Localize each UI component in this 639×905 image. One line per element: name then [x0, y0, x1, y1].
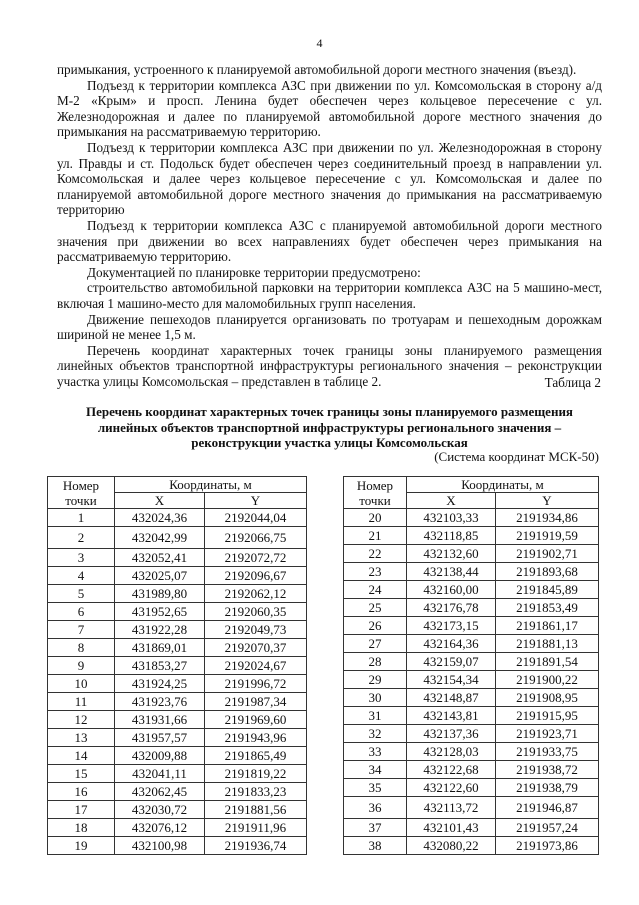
table-row: [344, 819, 599, 837]
coord-y-cell: 2191845,89: [496, 581, 599, 599]
point-number-cell: 8: [48, 639, 115, 657]
coordinate-system-note: (Система координат МСК-50): [434, 449, 599, 464]
coord-y-cell: 2191934,86: [496, 509, 599, 527]
table-row: [344, 563, 599, 581]
coord-y-cell: 2192066,75: [205, 527, 307, 549]
point-number-cell: 7: [48, 621, 115, 639]
table-row: [48, 675, 307, 693]
table-row: [48, 783, 307, 801]
table-row: [48, 837, 307, 855]
coord-x-cell: 432076,12: [115, 819, 205, 837]
table-row: [344, 581, 599, 599]
coord-x-cell: 432159,07: [407, 653, 496, 671]
point-number-cell: 6: [48, 603, 115, 621]
table-row: [48, 585, 307, 603]
point-number-cell: 26: [344, 617, 407, 635]
page-number: 4: [316, 36, 323, 50]
table-row: [344, 743, 599, 761]
header-x: X: [407, 493, 496, 509]
point-number-cell: 20: [344, 509, 407, 527]
table-row: [344, 527, 599, 545]
coord-y-cell: 2191996,72: [205, 675, 307, 693]
header-text: Номер: [62, 477, 100, 493]
coord-x-cell: 431853,27: [115, 657, 205, 675]
table-label: Таблица 2: [544, 375, 601, 390]
paragraph: Движение пешеходов планируется организовать по тротуарам и пешеходным дорожкам шириной не менее 1,5 м.: [57, 311, 602, 343]
coordinates-table-right: [343, 476, 599, 855]
coord-y-cell: 2191853,49: [496, 599, 599, 617]
coord-y-cell: 2192062,12: [205, 585, 307, 603]
coord-x-cell: 432128,03: [407, 743, 496, 761]
table-row: [48, 527, 307, 549]
coordinates-table-left: [47, 476, 307, 855]
table-row: [344, 707, 599, 725]
coord-x-cell: 432122,68: [407, 761, 496, 779]
coord-y-cell: 2191819,22: [205, 765, 307, 783]
point-number-cell: 14: [48, 747, 115, 765]
paragraph: Перечень координат характерных точек границы зоны планируемого размещения линейных объектов транспортной инфраструктуры регионального значения – реконструкции участка улицы Комсомольская – представлен в таблице 2.: [57, 342, 602, 389]
table-row: [48, 509, 307, 527]
coord-x-cell: 432148,87: [407, 689, 496, 707]
header-text: точки: [359, 492, 391, 508]
table-row: [48, 711, 307, 729]
point-number-cell: 37: [344, 819, 407, 837]
point-number-cell: 1: [48, 509, 115, 527]
coord-y-cell: 2192096,67: [205, 567, 307, 585]
coord-y-cell: 2191919,59: [496, 527, 599, 545]
coord-x-cell: 432137,36: [407, 725, 496, 743]
table-row: [48, 657, 307, 675]
coord-x-cell: 432103,33: [407, 509, 496, 527]
table-row: [344, 779, 599, 797]
coord-y-cell: 2191923,71: [496, 725, 599, 743]
point-number-cell: 12: [48, 711, 115, 729]
table-title-line: линейных объектов транспортной инфраструктуры регионального значения –: [97, 419, 562, 435]
point-number-cell: 19: [48, 837, 115, 855]
point-number-cell: 5: [48, 585, 115, 603]
coord-y-cell: 2191833,23: [205, 783, 307, 801]
coord-x-cell: 431931,66: [115, 711, 205, 729]
table-row: [48, 747, 307, 765]
coord-x-cell: 431957,57: [115, 729, 205, 747]
coord-y-cell: 2192044,04: [205, 509, 307, 527]
coord-x-cell: 432122,60: [407, 779, 496, 797]
table-row: [344, 761, 599, 779]
paragraph: примыкания, устроенного к планируемой автомобильной дороги местного значения (въезд).: [57, 62, 577, 77]
table-row: [48, 801, 307, 819]
coord-y-cell: 2192024,67: [205, 657, 307, 675]
coord-x-cell: 432164,36: [407, 635, 496, 653]
coord-x-cell: 432030,72: [115, 801, 205, 819]
header-text: точки: [65, 492, 97, 508]
table-row: [48, 603, 307, 621]
coord-x-cell: 431924,25: [115, 675, 205, 693]
paragraph: строительство автомобильной парковки на территории комплекса АЗС на 5 машино-мест, включая 1 машино-место для маломобильных групп населения.: [57, 280, 602, 311]
point-number-cell: 3: [48, 549, 115, 567]
header-coordinates: Координаты, м: [407, 477, 599, 493]
paragraph: Документацией по планировке территории предусмотрено:: [87, 264, 421, 280]
point-number-cell: 32: [344, 725, 407, 743]
coord-x-cell: 432025,07: [115, 567, 205, 585]
point-number-cell: 28: [344, 653, 407, 671]
table-title-line: Перечень координат характерных точек границы зоны планируемого размещения: [86, 404, 573, 419]
point-number-cell: 38: [344, 837, 407, 855]
paragraph: Подъезд к территории комплекса АЗС при движении по ул. Комсомольская в сторону а/д М-2 «Крым» и просп. Ленина будет обеспечен через кольцевое пересечение с ул. Железнодорожная и далее по планируемой автомобильной дороге местного значения до примыкания на рассматриваемую территорию.: [57, 77, 602, 140]
coord-x-cell: 432143,81: [407, 707, 496, 725]
table-row: [344, 653, 599, 671]
table-title: [57, 404, 602, 451]
coord-x-cell: 432113,72: [407, 797, 496, 819]
table-row: [344, 635, 599, 653]
table-row: [344, 599, 599, 617]
coord-y-cell: 2191881,13: [496, 635, 599, 653]
coord-x-cell: 431922,28: [115, 621, 205, 639]
coord-y-cell: 2191861,17: [496, 617, 599, 635]
table-row: [344, 797, 599, 819]
point-number-cell: 35: [344, 779, 407, 797]
table-row: [344, 689, 599, 707]
coord-y-cell: 2191973,86: [496, 837, 599, 855]
header-y: Y: [205, 493, 307, 509]
coord-y-cell: 2191957,24: [496, 819, 599, 837]
header-point-number: [344, 477, 407, 509]
point-number-cell: 24: [344, 581, 407, 599]
coord-y-cell: 2192070,37: [205, 639, 307, 657]
body-text: [57, 62, 602, 389]
table-row: [344, 545, 599, 563]
coord-y-cell: 2191865,49: [205, 747, 307, 765]
coord-x-cell: 432100,98: [115, 837, 205, 855]
table-row: [344, 671, 599, 689]
point-number-cell: 17: [48, 801, 115, 819]
coord-x-cell: 432154,34: [407, 671, 496, 689]
point-number-cell: 31: [344, 707, 407, 725]
table-row: [48, 621, 307, 639]
coord-x-cell: 432024,36: [115, 509, 205, 527]
coord-y-cell: 2191969,60: [205, 711, 307, 729]
table-row: [48, 639, 307, 657]
coord-y-cell: 2191911,96: [205, 819, 307, 837]
point-number-cell: 21: [344, 527, 407, 545]
point-number-cell: 18: [48, 819, 115, 837]
header-y: Y: [496, 493, 599, 509]
coord-y-cell: 2191938,79: [496, 779, 599, 797]
paragraph: Подъезд к территории комплекса АЗС с планируемой автомобильной дороги местного значения при движении во всех направлениях будет обеспечен через примыкания на рассматриваемую территорию.: [57, 217, 602, 265]
coord-y-cell: 2191933,75: [496, 743, 599, 761]
table-row: [48, 819, 307, 837]
point-number-cell: 10: [48, 675, 115, 693]
coord-x-cell: 432176,78: [407, 599, 496, 617]
point-number-cell: 4: [48, 567, 115, 585]
point-number-cell: 22: [344, 545, 407, 563]
coord-y-cell: 2192060,35: [205, 603, 307, 621]
point-number-cell: 36: [344, 797, 407, 819]
coord-x-cell: 432101,43: [407, 819, 496, 837]
table-row: [344, 617, 599, 635]
coord-y-cell: 2191893,68: [496, 563, 599, 581]
coord-x-cell: 431989,80: [115, 585, 205, 603]
coord-x-cell: 431869,01: [115, 639, 205, 657]
point-number-cell: 27: [344, 635, 407, 653]
coord-y-cell: 2191987,34: [205, 693, 307, 711]
coord-x-cell: 432160,00: [407, 581, 496, 599]
table-row: [48, 693, 307, 711]
coord-x-cell: 431952,65: [115, 603, 205, 621]
coord-y-cell: 2191938,72: [496, 761, 599, 779]
coord-y-cell: 2191902,71: [496, 545, 599, 563]
coord-x-cell: 432009,88: [115, 747, 205, 765]
coord-x-cell: 432138,44: [407, 563, 496, 581]
coord-y-cell: 2191915,95: [496, 707, 599, 725]
point-number-cell: 16: [48, 783, 115, 801]
point-number-cell: 2: [48, 527, 115, 549]
header-coordinates: Координаты, м: [115, 477, 307, 493]
coord-y-cell: 2191936,74: [205, 837, 307, 855]
coord-x-cell: 432118,85: [407, 527, 496, 545]
coord-x-cell: 432042,99: [115, 527, 205, 549]
header-x: X: [115, 493, 205, 509]
coord-y-cell: 2191943,96: [205, 729, 307, 747]
paragraph: Подъезд к территории комплекса АЗС при движении по ул. Железнодорожная в сторону ул. Правды и ст. Подольск будет обеспечен через соединительный проезд в направлении ул. Комсомольская и далее через кольцевое пересечение с ул. Комсомольская и далее по планируемой автомобильной дороге местного значения до примыкания на рассматриваемую территорию: [57, 139, 602, 218]
point-number-cell: 25: [344, 599, 407, 617]
table-row: [48, 567, 307, 585]
point-number-cell: 9: [48, 657, 115, 675]
coord-y-cell: 2191900,22: [496, 671, 599, 689]
table-row: [344, 837, 599, 855]
coord-x-cell: 432052,41: [115, 549, 205, 567]
coord-x-cell: 432080,22: [407, 837, 496, 855]
coord-y-cell: 2191881,56: [205, 801, 307, 819]
table-title-line: реконструкции участка улицы Комсомольская: [191, 435, 468, 450]
coord-y-cell: 2192072,72: [205, 549, 307, 567]
point-number-cell: 30: [344, 689, 407, 707]
coord-x-cell: 432041,11: [115, 765, 205, 783]
coord-x-cell: 431923,76: [115, 693, 205, 711]
coord-y-cell: 2192049,73: [205, 621, 307, 639]
header-point-number: [48, 477, 115, 509]
point-number-cell: 29: [344, 671, 407, 689]
coord-y-cell: 2191891,54: [496, 653, 599, 671]
point-number-cell: 33: [344, 743, 407, 761]
point-number-cell: 15: [48, 765, 115, 783]
coord-y-cell: 2191946,87: [496, 797, 599, 819]
table-row: [48, 765, 307, 783]
table-row: [344, 509, 599, 527]
point-number-cell: 11: [48, 693, 115, 711]
point-number-cell: 13: [48, 729, 115, 747]
table-row: [48, 549, 307, 567]
table-row: [344, 725, 599, 743]
table-row: [48, 729, 307, 747]
coord-y-cell: 2191908,95: [496, 689, 599, 707]
header-text: Номер: [356, 477, 394, 493]
coord-x-cell: 432132,60: [407, 545, 496, 563]
point-number-cell: 23: [344, 563, 407, 581]
point-number-cell: 34: [344, 761, 407, 779]
coord-x-cell: 432173,15: [407, 617, 496, 635]
coord-x-cell: 432062,45: [115, 783, 205, 801]
